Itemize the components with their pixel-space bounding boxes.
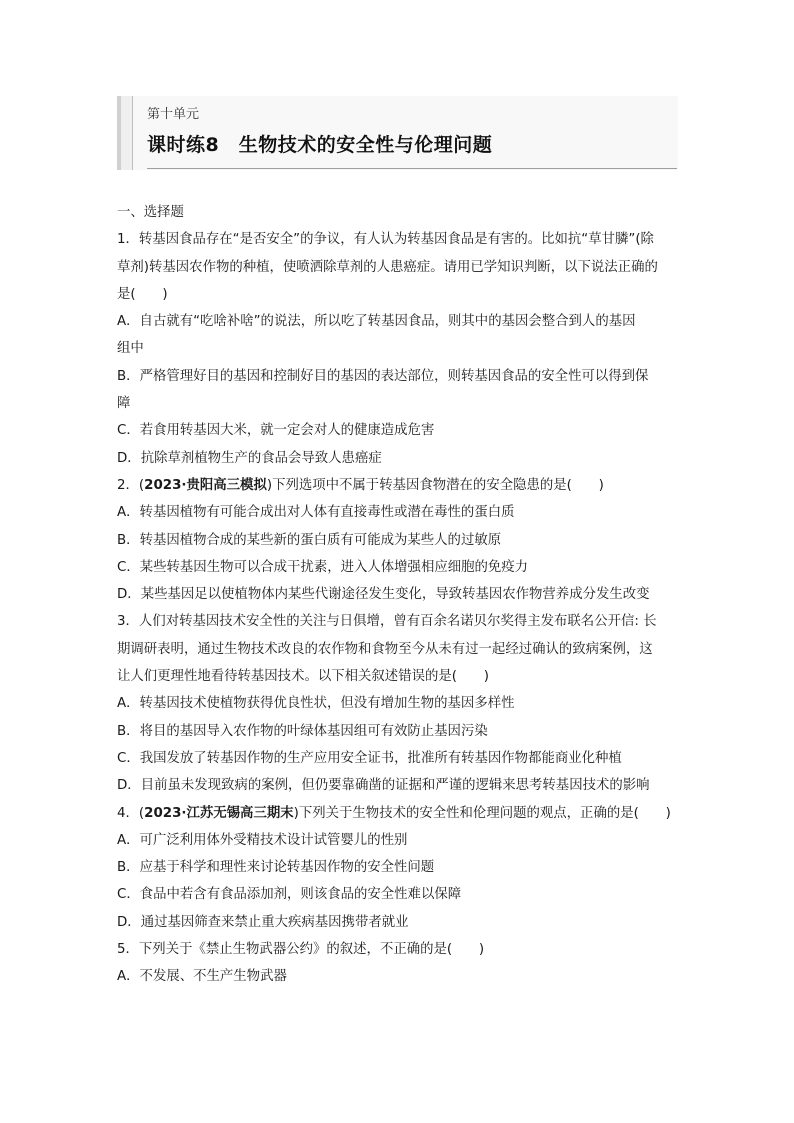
- question-stem-line: 3．人们对转基因技术安全性的关注与日俱增，曾有百余名诺贝尔奖得主发布联名公开信: 长: [117, 614, 657, 630]
- question-stem-line: 期调研表明，通过生物技术改良的农作物和食物至今从未有过一起经过确认的致病案例，这: [117, 641, 653, 657]
- option-line: D．目前虽未发现致病的案例，但仍要靠确凿的证据和严谨的逻辑来思考转基因技术的影响: [117, 778, 650, 794]
- question-text: )下列关于生物技术的安全性和伦理问题的观点，正确的是( ): [293, 805, 671, 821]
- question-source: 2023·江苏无锡高三期末: [144, 805, 294, 821]
- option-line: A．自古就有“吃啥补啥”的说法，所以吃了转基因食品，则其中的基因会整合到人的基因: [117, 314, 636, 330]
- option-line: A．转基因植物有可能合成出对人体有直接毒性或潜在毒性的蛋白质: [117, 505, 515, 521]
- option-line: B．严格管理好目的基因和控制好目的基因的表达部位，则转基因食品的安全性可以得到保: [117, 368, 649, 384]
- option-line: B．应基于科学和理性来讨论转基因作物的安全性问题: [117, 860, 435, 876]
- question-number: 2．(: [117, 477, 145, 493]
- option-line: D．通过基因筛查来禁止重大疾病基因携带者就业: [117, 914, 409, 930]
- exercise-content: [117, 199, 679, 991]
- option-line: B．转基因植物合成的某些新的蛋白质有可能成为某些人的过敏原: [117, 532, 502, 548]
- option-line: C．我国发放了转基因作物的生产应用安全证书，批准所有转基因作物都能商业化种植: [117, 750, 622, 766]
- question-stem-line: 让人们更理性地看待转基因技术。以下相关叙述错误的是( ): [117, 669, 489, 685]
- question-4: [117, 800, 679, 936]
- header-underline: [147, 168, 677, 169]
- question-stem: [117, 800, 679, 827]
- option-line: A．转基因技术使植物获得优良性状，但没有增加生物的基因多样性: [117, 696, 515, 712]
- question-2: [117, 472, 679, 608]
- page-title: 课时练8 生物技术的安全性与伦理问题: [147, 134, 493, 156]
- unit-label: 第十单元: [147, 107, 200, 122]
- question-stem: [117, 472, 679, 499]
- question-1: [117, 226, 679, 472]
- option-line: C．某些转基因生物可以合成干扰素，进入人体增强相应细胞的免疫力: [117, 559, 529, 575]
- option-line: D．某些基因足以使植物体内某些代谢途径发生变化，导致转基因农作物营养成分发生改变: [117, 587, 650, 603]
- question-stem-line: 5．下列关于《禁止生物武器公约》的叙述，不正确的是( ): [117, 942, 485, 958]
- option-line: 组中: [117, 341, 144, 357]
- header-accent-bar: [117, 96, 121, 170]
- question-source: 2023·贵阳高三模拟: [144, 477, 267, 493]
- question-text: )下列选项中不属于转基因食物潜在的安全隐患的是( ): [266, 477, 604, 493]
- question-stem-line: 是( ): [117, 286, 168, 302]
- question-3: [117, 608, 679, 799]
- section-heading: 一、选择题: [117, 205, 184, 220]
- option-line: D．抗除草剂植物生产的食品会导致人患癌症: [117, 450, 382, 466]
- option-line: A．不发展、不生产生物武器: [117, 969, 287, 985]
- question-5: [117, 936, 679, 991]
- option-line: C．若食用转基因大米，就一定会对人的健康造成危害: [117, 423, 435, 439]
- question-stem-line: 1．转基因食品存在“是否安全”的争议，有人认为转基因食品是有害的。比如抗“草甘膦”(除: [117, 232, 654, 248]
- option-line: B．将目的基因导入农作物的叶绿体基因组可有效防止基因污染: [117, 723, 488, 739]
- question-stem-line: 草剂)转基因农作物的种植，使喷洒除草剂的人患癌症。请用已学知识判断，以下说法正确的: [117, 259, 658, 275]
- option-line: 障: [117, 396, 131, 412]
- option-line: A．可广泛利用体外受精技术设计试管婴儿的性别: [117, 832, 408, 848]
- option-line: C．食品中若含有食品添加剂，则该食品的安全性难以保障: [117, 887, 462, 903]
- question-number: 4．(: [117, 805, 145, 821]
